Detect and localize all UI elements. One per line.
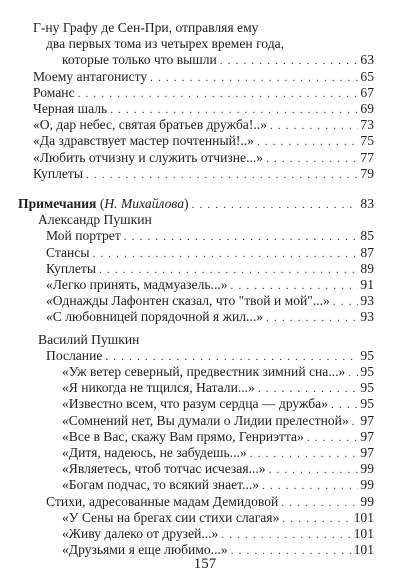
toc-entry[interactable] bbox=[62, 477, 374, 493]
toc-entry[interactable] bbox=[33, 117, 374, 133]
toc-entry-title: Стихи, адресованные мадам Демидовой bbox=[46, 493, 279, 509]
toc-entry-title: Куплеты bbox=[46, 260, 97, 276]
leader-dots bbox=[307, 430, 358, 446]
toc-entry[interactable] bbox=[33, 69, 374, 85]
toc-entry-page: 93 bbox=[360, 293, 374, 309]
leader-dots bbox=[124, 229, 358, 245]
toc-entry-page: 99 bbox=[360, 461, 374, 477]
leader-dots bbox=[266, 151, 358, 167]
toc-entry[interactable] bbox=[62, 396, 374, 412]
toc-entry[interactable] bbox=[62, 445, 374, 461]
toc-entry-title: которые только что вышли bbox=[62, 52, 217, 68]
leader-dots bbox=[220, 53, 358, 69]
toc-entry[interactable] bbox=[62, 364, 374, 380]
toc-entry[interactable] bbox=[62, 380, 374, 396]
toc-entry[interactable] bbox=[46, 261, 374, 277]
leader-dots bbox=[78, 86, 358, 102]
toc-entry-page: 91 bbox=[360, 277, 374, 292]
toc-entry-title: «Известно всем, что разум сердца — дружба» bbox=[62, 396, 329, 412]
toc-entry-title: Моему антагонисту bbox=[33, 68, 148, 84]
close-paren: ) bbox=[184, 196, 189, 211]
toc-entry-page: 99 bbox=[360, 477, 374, 493]
toc-entry-title: «Живу далеко от друзей...» bbox=[62, 526, 219, 541]
toc-entry-page: 95 bbox=[360, 364, 374, 379]
toc-entry[interactable] bbox=[62, 510, 374, 526]
leader-dots bbox=[258, 381, 358, 397]
leader-dots bbox=[250, 446, 358, 462]
toc-entry-title: Послание bbox=[46, 347, 103, 363]
toc-entry[interactable] bbox=[46, 348, 374, 364]
toc-entry-page: 97 bbox=[360, 428, 374, 444]
leader-dots bbox=[231, 278, 358, 294]
leader-dots bbox=[331, 397, 358, 413]
toc-entry[interactable] bbox=[33, 166, 374, 182]
notes-label: Примечания bbox=[18, 196, 97, 211]
leader-dots bbox=[266, 310, 358, 326]
toc-entry[interactable] bbox=[46, 309, 374, 325]
toc-entry-page: 101 bbox=[353, 542, 374, 558]
toc-entry-title: «Все в Вас, скажу Вам прямо, Генриэтта» bbox=[62, 428, 304, 444]
toc-entry-title: Черная шаль bbox=[33, 101, 108, 116]
leader-dots bbox=[257, 134, 358, 150]
toc-notes-entry[interactable] bbox=[18, 196, 374, 212]
leader-dots bbox=[92, 246, 358, 262]
toc-entry[interactable] bbox=[46, 293, 374, 309]
toc-entry-page: 69 bbox=[360, 101, 374, 116]
leader-dots bbox=[99, 262, 358, 278]
toc-entry-title: «О, дар небес, святая братьев дружба!..» bbox=[33, 117, 267, 133]
toc-entry-line: два первых тома из четырех времен года, bbox=[46, 36, 285, 52]
section-heading: Василий Пушкин bbox=[38, 331, 140, 347]
leader-dots bbox=[110, 102, 358, 118]
toc-entry-page: 87 bbox=[360, 244, 374, 260]
toc-entry-page: 77 bbox=[360, 149, 374, 165]
leader-dots bbox=[192, 197, 358, 213]
toc-entry-page: 99 bbox=[360, 493, 374, 509]
toc-entry-page: 85 bbox=[360, 228, 374, 244]
toc-entry-title: Стансы bbox=[46, 244, 90, 260]
toc-entry[interactable] bbox=[62, 52, 374, 68]
toc-entry-page: 95 bbox=[360, 347, 374, 363]
toc-entry[interactable] bbox=[46, 494, 374, 510]
toc-entry-title: Романс bbox=[33, 84, 75, 100]
leader-dots bbox=[269, 462, 358, 478]
leader-dots bbox=[333, 294, 358, 310]
toc-entry[interactable] bbox=[33, 133, 374, 149]
toc-entry[interactable] bbox=[62, 413, 374, 429]
toc-entry[interactable] bbox=[33, 101, 374, 117]
toc-entry-title: «Друзьями я еще любимо...» bbox=[62, 542, 228, 558]
toc-entry-page: 97 bbox=[360, 412, 374, 428]
toc-entry[interactable] bbox=[62, 461, 374, 477]
leader-dots bbox=[281, 495, 358, 511]
toc-entry-title: «Являетесь, чтоб тотчас исчезая...» bbox=[62, 461, 266, 477]
toc-entry-title: «У Сены на брегах сии стихи слагая» bbox=[62, 509, 280, 525]
toc-entry-title: «Любить отчизну и служить отчизне...» bbox=[33, 149, 264, 165]
notes-author: Н. Михайлова bbox=[104, 196, 185, 211]
leader-dots bbox=[348, 365, 358, 381]
toc-entry-line: Г-ну Графу де Сен-При, отправляя ему bbox=[33, 20, 259, 35]
toc-entry-page: 79 bbox=[360, 165, 374, 181]
leader-dots bbox=[282, 511, 351, 527]
page-number: 157 bbox=[193, 556, 217, 572]
toc-entry-page: 95 bbox=[360, 380, 374, 396]
leader-dots bbox=[150, 70, 358, 86]
toc-entry-title: Куплеты bbox=[33, 165, 84, 181]
toc-entry-title: «Однажды Лафонтен сказал, что "твой и мой"...» bbox=[46, 293, 330, 309]
toc-entry[interactable] bbox=[33, 85, 374, 101]
toc-entry-page: 101 bbox=[353, 526, 374, 541]
toc-entry-page: 75 bbox=[360, 133, 374, 149]
toc-entry-page: 93 bbox=[360, 309, 374, 325]
toc-entry-title: «С любовницей порядочной я жил...» bbox=[46, 309, 264, 325]
toc-entry-title: «Дитя, надеюсь, не забудешь...» bbox=[62, 445, 247, 460]
toc-entry[interactable] bbox=[46, 245, 374, 261]
toc-entry-title: Мой портрет bbox=[46, 228, 121, 244]
open-paren: ( bbox=[99, 196, 105, 211]
toc-entry[interactable] bbox=[62, 526, 374, 542]
leader-dots bbox=[270, 118, 358, 134]
toc-entry-page: 63 bbox=[360, 52, 374, 68]
leader-dots bbox=[105, 349, 358, 365]
section-heading: Александр Пушкин bbox=[38, 212, 152, 228]
toc-entry-title: «Уж ветер северный, предвестник зимний сна...» bbox=[62, 364, 346, 379]
toc-entry-page: 67 bbox=[360, 84, 374, 100]
toc-entry-page: 65 bbox=[360, 68, 374, 84]
toc-entry-page: 101 bbox=[353, 509, 374, 525]
toc-entry-page: 73 bbox=[360, 117, 374, 133]
toc-entry-title: «Я никогда не тщился, Натали...» bbox=[62, 380, 255, 396]
toc-entry[interactable] bbox=[62, 429, 374, 445]
leader-dots bbox=[352, 414, 358, 430]
toc-entry-page: 89 bbox=[360, 260, 374, 276]
toc-entry[interactable] bbox=[33, 150, 374, 166]
toc-entry[interactable] bbox=[46, 228, 374, 244]
toc-entry-page: 95 bbox=[360, 396, 374, 412]
leader-dots bbox=[221, 527, 351, 543]
toc-entry-title: «Да здравствует мастер почтенный!..» bbox=[33, 133, 254, 149]
toc-entry-page: 83 bbox=[360, 196, 374, 211]
toc-entry[interactable] bbox=[46, 277, 374, 293]
toc-entry-title: «Богам подчас, то всякий знает...» bbox=[62, 477, 260, 493]
toc-entry-page: 97 bbox=[360, 445, 374, 460]
leader-dots bbox=[86, 167, 358, 183]
toc-entry-title: «Легко принять, мадмуазель...» bbox=[46, 277, 228, 292]
toc-entry-title: «Сомнений нет, Вы думали о Лидии прелестной» bbox=[62, 412, 349, 428]
leader-dots bbox=[262, 478, 358, 494]
